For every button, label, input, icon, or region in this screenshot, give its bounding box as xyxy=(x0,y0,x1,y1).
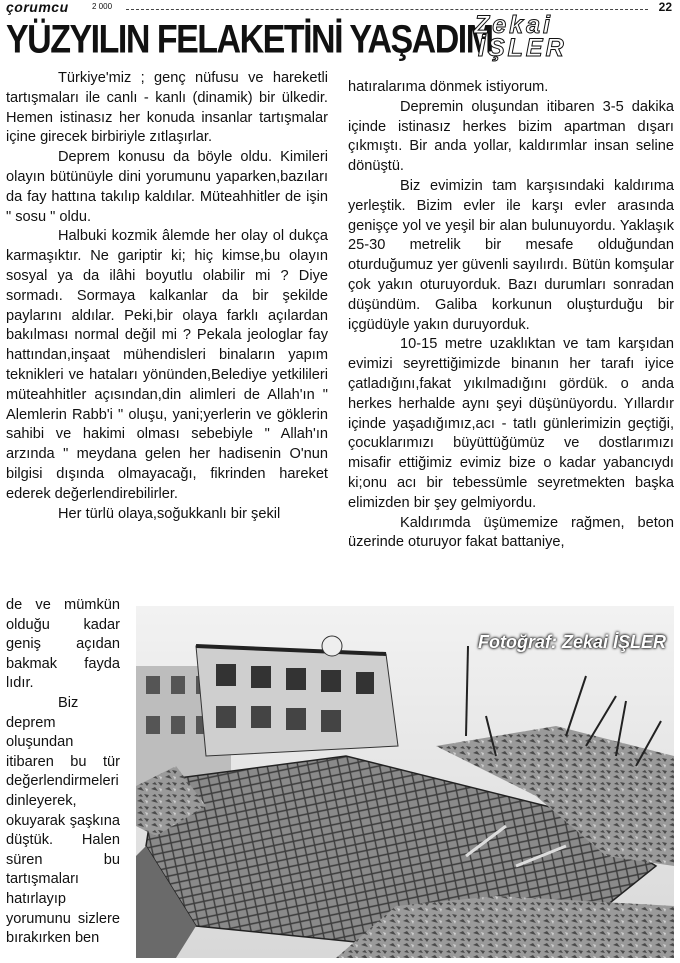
right-column xyxy=(348,78,674,553)
issue-year: 2 000 xyxy=(92,2,113,11)
author-last-name: İŞLER xyxy=(478,34,567,62)
paragraph: hatıralarıma dönmek istiyorum. xyxy=(348,79,549,95)
paragraph: Depremin oluşundan itibaren 3-5 dakika içinde istinasız herkes bizim apartman dışarı çıkmıştı. Bir anda yollar, kaldırımlar insan seline dönüştü. xyxy=(348,98,674,175)
narrow-column xyxy=(6,596,120,949)
author-name xyxy=(474,11,674,64)
paragraph: Her türlü olaya,soğukkanlı bir şekil xyxy=(58,505,281,522)
paragraph: Deprem konusu da böyle oldu. Kimileri olayın bütünüyle dini yorumunu yaparken,bazıları da fay hattına takılıp kaldılar. Müteahhitler de işin " sosu " oldu. xyxy=(6,149,328,225)
left-column xyxy=(6,69,328,524)
page-number: 22 xyxy=(658,0,672,14)
article-headline: YÜZYILIN FELAKETİNİ YAŞADIM xyxy=(6,17,493,63)
paragraph: Halbuki kozmik âlemde her olay ol dukça karmaşıktır. Ne gariptir ki; hiç kimse,bu olayın sosyal ya da ilâhi boyutlu olabilir mi ? Diye sormadı. Sormaya kalkanlar da bir şekilde paylarını aldılar. Peki,bir olaya farklı açılardan bakılması normal değil mi ? Pekala jeologlar fay hattından,inşaat mühendisleri binaların yapım teknikleri ve hataları yönünden,Belediye yetkilileri müteahhitler açısından,din alimleri de Allah'ın " Alemlerin Rabb'i " oluşu, yani;yerlerin ve göklerin sahibi ve hakimi olması sebebiyle " Allah'ın arzında " meydana gelen her hadisenin O'nun bilgisi dışında olmayacağı, fikrinden hareket ederek değerlendirebilirler. xyxy=(6,228,328,502)
paragraph: Türkiye'miz ; genç nüfusu ve hareketli tartışmaları ile canlı - kanlı (dinamik) bir ülkedir. Hemen istinasız her konuda insanlar tartışmalar içine girecek birbiriyle zıtlaşırlar. xyxy=(6,70,328,146)
header-divider xyxy=(126,9,648,10)
paragraph: 10-15 metre uzaklıktan ve tam karşıdan evimizi seyrettiğimizde binanın her tarafı iyice çatladığını,fakat yıkılmadığını gördük. o anda herkes herhalde aynı şeyi düşünüyordu. Yıllardır içinde yaşadığımız,acı - tatlı günlerimizin geçtiği, çocuklarımızı büyüttüğümüz ve dostlarımızı misafir ettiğimiz evimiz bize o kadar yabancıydı ki;onu acı bir tebessümle seyretmekten başka elimizden bir şey gelmiyordu. xyxy=(348,336,674,511)
paragraph: de ve mümkün olduğu kadar geniş açıdan bakmak fayda lıdır. xyxy=(6,597,120,692)
collapsed-building-image xyxy=(136,606,674,958)
paragraph: Biz deprem oluşundan itibaren bu tür değerlendirmeleri dinleyerek, okuyarak şaşkına düştük. Halen süren bu tartışmaları hatırlayıp yorumunu sizlere bırakırken ben xyxy=(6,694,120,947)
author-first-name: Zekai xyxy=(474,11,553,39)
paragraph: Biz evimizin tam karşısındaki kaldırıma yerleştik. Bizim evler ile karşı evler arasında genişçe yol ve yeşil bir alan bulunuyordu. Yaklaşık 25-30 metrelik bir mesafe olduğundan oturduğumuz yer güvenli sayılırdı. Bütün komşular çok yakın oturuyorduk. Bazı durumları sonradan düşündüm. Galiba korkunun oluşturduğu bir içgüdüyle yakın duruyorduk. xyxy=(348,177,674,333)
earthquake-photo xyxy=(136,606,674,958)
masthead xyxy=(6,0,674,14)
magazine-brand: çorumcu xyxy=(6,0,69,15)
photo-caption: Fotoğraf: Zekai İŞLER xyxy=(477,632,666,652)
paragraph: Kaldırımda üşümemize rağmen, beton üzerinde oturuyor fakat battaniye, xyxy=(348,514,674,551)
